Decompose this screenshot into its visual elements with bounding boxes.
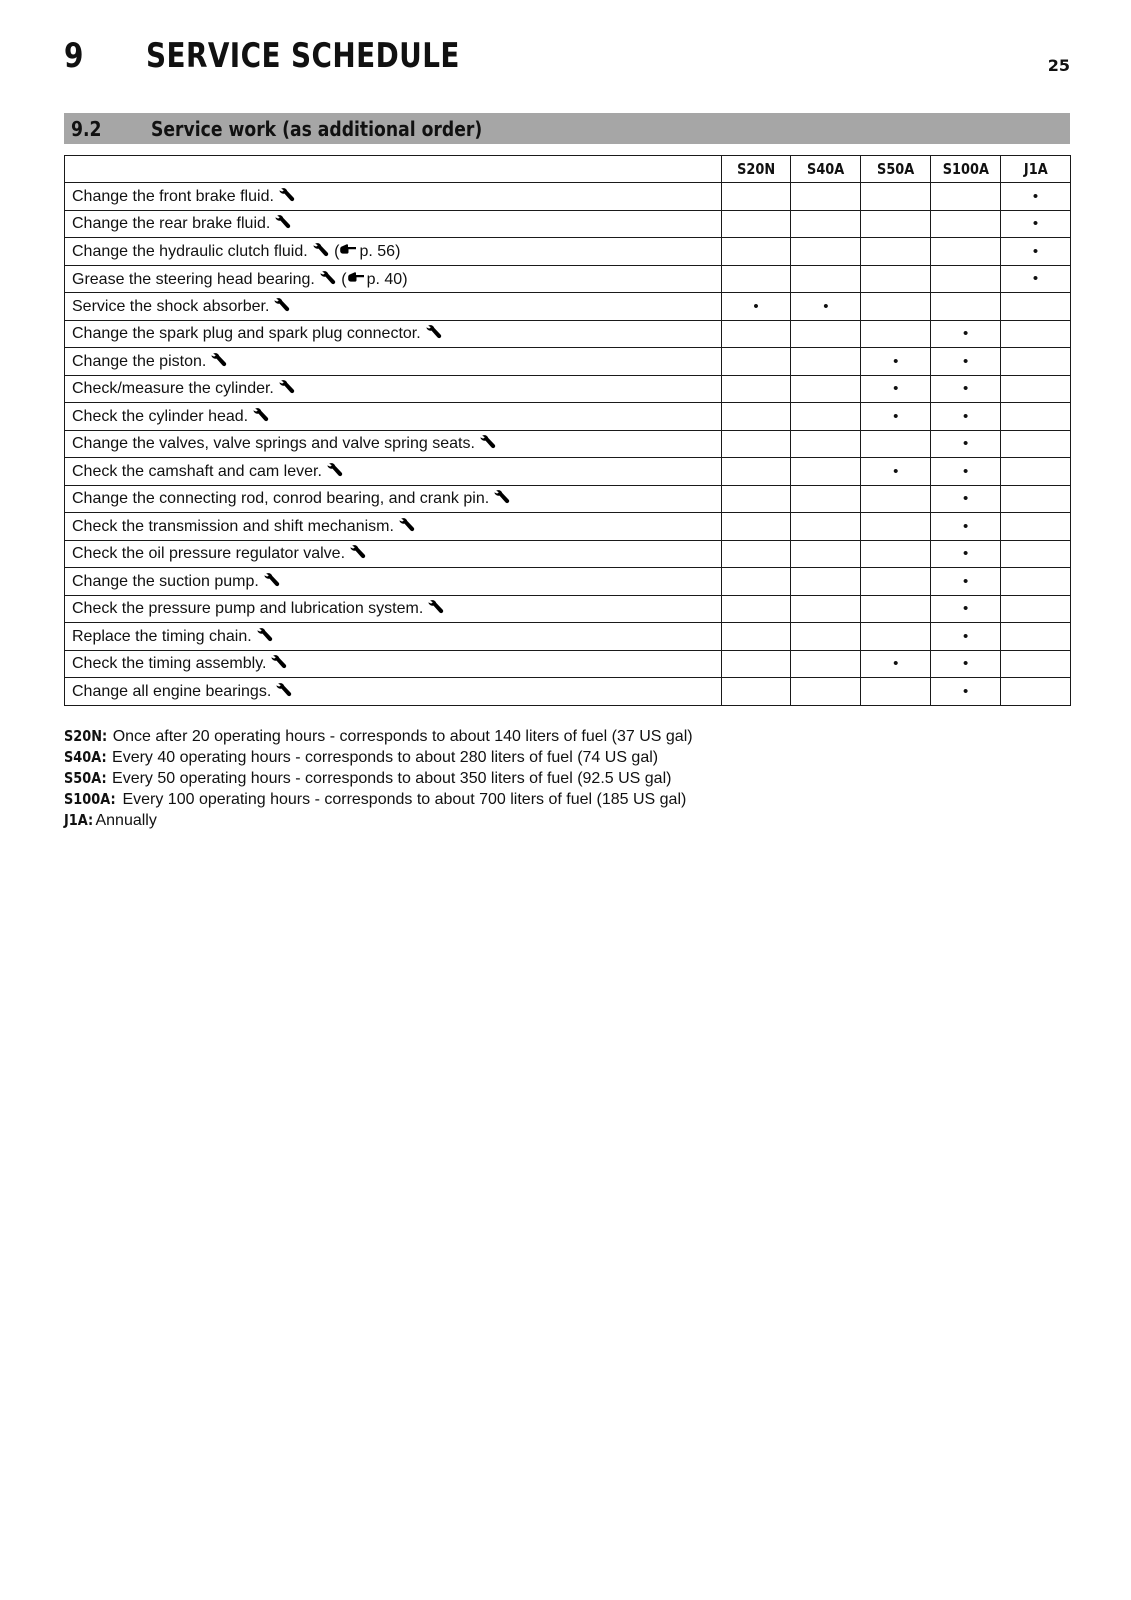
bullet-mark: • <box>963 462 969 480</box>
interval-cell-j1a <box>1001 568 1071 596</box>
wrench-icon <box>210 352 228 368</box>
task-cell <box>65 595 722 623</box>
interval-cell-s50a <box>861 265 931 293</box>
task-label: Change the connecting rod, conrod bearing, and crank pin. <box>72 490 490 508</box>
pointing-hand-icon <box>348 269 364 279</box>
legend-text: Every 100 operating hours - corresponds to about 700 liters of fuel (185 US gal) <box>122 791 687 808</box>
column-header <box>721 156 791 183</box>
wrench-icon <box>312 242 330 258</box>
interval-cell-s40a <box>791 348 861 376</box>
task-label: Check the oil pressure regulator valve. <box>72 545 346 563</box>
interval-cell-s40a <box>791 265 861 293</box>
interval-cell-s40a <box>791 430 861 458</box>
service-schedule-table <box>64 155 1071 706</box>
wrench-icon <box>319 270 337 286</box>
legend-code: S100A: <box>64 790 116 808</box>
interval-cell-s20n <box>721 623 791 651</box>
table-body <box>65 183 1071 706</box>
interval-cell-s20n <box>721 568 791 596</box>
interval-cell-j1a <box>1001 375 1071 403</box>
task-cell <box>65 293 722 321</box>
interval-cell-s20n <box>721 650 791 678</box>
task-cell <box>65 568 722 596</box>
interval-cell-j1a <box>1001 293 1071 321</box>
wrench-icon <box>278 187 296 203</box>
wrench-icon <box>479 434 497 450</box>
legend-code: J1A: <box>64 811 94 829</box>
interval-cell-j1a <box>1001 623 1071 651</box>
bullet-mark: • <box>1032 187 1039 205</box>
task-label: Check the timing assembly. <box>72 655 267 673</box>
bullet-mark: • <box>963 490 969 508</box>
interval-legend <box>64 726 1070 831</box>
table-row <box>65 320 1071 348</box>
bullet-mark: • <box>893 655 899 673</box>
table-row <box>65 265 1071 293</box>
interval-cell-s100a <box>931 568 1001 596</box>
interval-cell-j1a <box>1001 238 1071 266</box>
table-row <box>65 650 1071 678</box>
wrench-icon <box>425 324 443 340</box>
task-cell <box>65 430 722 458</box>
task-label: Change the front brake fluid. <box>72 187 274 205</box>
bullet-mark: • <box>963 627 969 645</box>
table-row <box>65 458 1071 486</box>
legend-line <box>64 747 1070 768</box>
table-row <box>65 568 1071 596</box>
bullet-mark: • <box>1032 215 1039 233</box>
task-label: Check the transmission and shift mechanism. <box>72 517 394 535</box>
bullet-mark: • <box>963 380 969 398</box>
table-row <box>65 430 1071 458</box>
bullet-mark: • <box>893 462 899 480</box>
task-label: Service the shock absorber. <box>72 297 270 315</box>
interval-cell-s50a <box>861 458 931 486</box>
wrench-icon <box>263 572 281 588</box>
task-cell <box>65 678 722 706</box>
interval-cell-s40a <box>791 320 861 348</box>
interval-cell-s20n <box>721 293 791 321</box>
task-cell <box>65 265 722 293</box>
task-label: Change all engine bearings. <box>72 682 272 700</box>
bullet-mark: • <box>963 600 969 618</box>
task-label: Change the valves, valve springs and valve spring seats. <box>72 435 475 453</box>
bullet-mark: • <box>753 297 759 315</box>
interval-cell-j1a <box>1001 183 1071 211</box>
interval-cell-s50a <box>861 595 931 623</box>
interval-cell-s20n <box>721 458 791 486</box>
task-cell <box>65 320 722 348</box>
interval-cell-s50a <box>861 210 931 238</box>
legend-text: Once after 20 operating hours - corresponds to about 140 liters of fuel (37 US gal) <box>112 728 693 745</box>
task-label: Check the cylinder head. <box>72 407 249 425</box>
interval-cell-s50a <box>861 678 931 706</box>
page-reference[interactable]: ( p. 40) <box>336 270 408 288</box>
section-heading-bar <box>64 113 1070 144</box>
interval-cell-s50a <box>861 238 931 266</box>
interval-cell-s20n <box>721 513 791 541</box>
wrench-icon <box>427 599 445 615</box>
legend-code: S20N: <box>64 727 108 745</box>
chapter-header <box>64 36 1070 86</box>
page-reference-label: p. 56 <box>359 243 396 261</box>
interval-cell-s40a <box>791 623 861 651</box>
page-reference[interactable]: ( p. 56) <box>329 243 401 261</box>
bullet-mark: • <box>963 352 969 370</box>
wrench-icon <box>275 682 293 698</box>
interval-cell-s50a <box>861 623 931 651</box>
legend-text: Annually <box>95 812 157 829</box>
bullet-mark: • <box>963 682 969 700</box>
interval-cell-s100a <box>931 320 1001 348</box>
bullet-mark: • <box>963 407 969 425</box>
task-cell <box>65 650 722 678</box>
chapter-number: 9 <box>64 36 84 76</box>
wrench-icon <box>493 489 511 505</box>
wrench-icon <box>326 462 344 478</box>
interval-cell-s20n <box>721 183 791 211</box>
bullet-mark: • <box>1032 270 1039 288</box>
column-header-label: S50A <box>877 160 915 178</box>
interval-cell-s40a <box>791 595 861 623</box>
interval-cell-s40a <box>791 513 861 541</box>
bullet-mark: • <box>893 380 899 398</box>
task-label: Change the piston. <box>72 352 207 370</box>
interval-cell-s20n <box>721 375 791 403</box>
column-header-label: S20N <box>737 160 776 178</box>
interval-cell-j1a <box>1001 458 1071 486</box>
table-row <box>65 183 1071 211</box>
interval-cell-s20n <box>721 540 791 568</box>
legend-text: Every 50 operating hours - corresponds to about 350 liters of fuel (92.5 US gal) <box>112 770 672 787</box>
wrench-icon <box>274 214 292 230</box>
interval-cell-s40a <box>791 293 861 321</box>
interval-cell-s100a <box>931 348 1001 376</box>
task-cell <box>65 375 722 403</box>
interval-cell-s50a <box>861 293 931 321</box>
pointing-hand-icon <box>340 241 356 251</box>
bullet-mark: • <box>1032 242 1039 260</box>
interval-cell-s40a <box>791 650 861 678</box>
interval-cell-j1a <box>1001 348 1071 376</box>
task-cell <box>65 540 722 568</box>
interval-cell-s100a <box>931 265 1001 293</box>
interval-cell-s50a <box>861 183 931 211</box>
task-cell <box>65 458 722 486</box>
interval-cell-s20n <box>721 678 791 706</box>
interval-cell-s40a <box>791 678 861 706</box>
interval-cell-j1a <box>1001 265 1071 293</box>
table-row <box>65 293 1071 321</box>
legend-text: Every 40 operating hours - corresponds to about 280 liters of fuel (74 US gal) <box>112 749 659 766</box>
legend-line <box>64 810 1070 831</box>
interval-cell-s40a <box>791 540 861 568</box>
bullet-mark: • <box>823 297 829 315</box>
interval-cell-j1a <box>1001 540 1071 568</box>
legend-line <box>64 726 1070 747</box>
page-number: 25 <box>1047 56 1070 75</box>
task-label: Check the pressure pump and lubrication system. <box>72 600 424 618</box>
interval-cell-s20n <box>721 403 791 431</box>
column-header <box>931 156 1001 183</box>
interval-cell-s40a <box>791 210 861 238</box>
chapter-title: SERVICE SCHEDULE <box>146 36 460 76</box>
table-row <box>65 595 1071 623</box>
section-number: 9.2 <box>71 117 102 141</box>
bullet-mark: • <box>963 435 969 453</box>
task-label: Replace the timing chain. <box>72 627 252 645</box>
task-cell <box>65 485 722 513</box>
interval-cell-s50a <box>861 348 931 376</box>
column-header-label: S100A <box>942 160 989 178</box>
interval-cell-s40a <box>791 568 861 596</box>
interval-cell-s40a <box>791 458 861 486</box>
interval-cell-s20n <box>721 238 791 266</box>
interval-cell-s20n <box>721 210 791 238</box>
interval-cell-s100a <box>931 678 1001 706</box>
interval-cell-s20n <box>721 348 791 376</box>
interval-cell-s20n <box>721 595 791 623</box>
wrench-icon <box>256 627 274 643</box>
interval-cell-s40a <box>791 183 861 211</box>
table-row <box>65 485 1071 513</box>
task-label: Change the spark plug and spark plug connector. <box>72 325 421 343</box>
task-cell <box>65 348 722 376</box>
wrench-icon <box>398 517 416 533</box>
legend-code: S40A: <box>64 748 107 766</box>
interval-cell-s40a <box>791 375 861 403</box>
interval-cell-s50a <box>861 650 931 678</box>
interval-cell-s100a <box>931 650 1001 678</box>
interval-cell-s40a <box>791 238 861 266</box>
legend-code: S50A: <box>64 769 107 787</box>
task-cell <box>65 513 722 541</box>
wrench-icon <box>278 379 296 395</box>
table-row <box>65 375 1071 403</box>
column-header <box>1001 156 1071 183</box>
legend-line <box>64 789 1070 810</box>
interval-cell-s100a <box>931 430 1001 458</box>
table-row <box>65 540 1071 568</box>
interval-cell-s50a <box>861 568 931 596</box>
interval-cell-s100a <box>931 485 1001 513</box>
bullet-mark: • <box>963 325 969 343</box>
task-label: Grease the steering head bearing. <box>72 270 315 288</box>
interval-cell-j1a <box>1001 595 1071 623</box>
interval-cell-s100a <box>931 513 1001 541</box>
interval-cell-s50a <box>861 540 931 568</box>
wrench-icon <box>349 544 367 560</box>
interval-cell-s50a <box>861 375 931 403</box>
column-header <box>791 156 861 183</box>
table-header-row <box>65 156 1071 183</box>
task-column-header <box>65 156 722 183</box>
column-header-label: J1A <box>1023 160 1048 178</box>
interval-cell-s100a <box>931 623 1001 651</box>
interval-cell-s20n <box>721 485 791 513</box>
task-cell <box>65 238 722 266</box>
task-label: Check the camshaft and cam lever. <box>72 462 322 480</box>
interval-cell-s20n <box>721 265 791 293</box>
page-reference-label: p. 40 <box>366 270 403 288</box>
table-row <box>65 238 1071 266</box>
section-title: Service work (as additional order) <box>151 117 483 141</box>
table-row <box>65 403 1071 431</box>
interval-cell-j1a <box>1001 403 1071 431</box>
task-label: Check/measure the cylinder. <box>72 380 274 398</box>
wrench-icon <box>273 297 291 313</box>
column-header-label: S40A <box>807 160 845 178</box>
interval-cell-s100a <box>931 293 1001 321</box>
interval-cell-j1a <box>1001 430 1071 458</box>
wrench-icon <box>252 407 270 423</box>
table-row <box>65 210 1071 238</box>
interval-cell-j1a <box>1001 210 1071 238</box>
interval-cell-s40a <box>791 485 861 513</box>
interval-cell-j1a <box>1001 320 1071 348</box>
interval-cell-s20n <box>721 430 791 458</box>
task-label: Change the hydraulic clutch fluid. <box>72 243 308 261</box>
task-label: Change the rear brake fluid. <box>72 215 271 233</box>
interval-cell-j1a <box>1001 678 1071 706</box>
bullet-mark: • <box>963 655 969 673</box>
interval-cell-s100a <box>931 595 1001 623</box>
bullet-mark: • <box>963 572 969 590</box>
interval-cell-s100a <box>931 210 1001 238</box>
interval-cell-s100a <box>931 540 1001 568</box>
interval-cell-s50a <box>861 320 931 348</box>
task-cell <box>65 403 722 431</box>
interval-cell-j1a <box>1001 485 1071 513</box>
bullet-mark: • <box>963 545 969 563</box>
interval-cell-j1a <box>1001 650 1071 678</box>
interval-cell-s100a <box>931 375 1001 403</box>
interval-cell-s50a <box>861 430 931 458</box>
interval-cell-s100a <box>931 403 1001 431</box>
interval-cell-j1a <box>1001 513 1071 541</box>
task-cell <box>65 183 722 211</box>
bullet-mark: • <box>963 517 969 535</box>
table-row <box>65 678 1071 706</box>
table-row <box>65 513 1071 541</box>
interval-cell-s50a <box>861 403 931 431</box>
interval-cell-s40a <box>791 403 861 431</box>
bullet-mark: • <box>893 407 899 425</box>
legend-line <box>64 768 1070 789</box>
interval-cell-s100a <box>931 458 1001 486</box>
table-row <box>65 623 1071 651</box>
column-header <box>861 156 931 183</box>
interval-cell-s50a <box>861 513 931 541</box>
interval-cell-s20n <box>721 320 791 348</box>
task-cell <box>65 210 722 238</box>
bullet-mark: • <box>893 352 899 370</box>
task-label: Change the suction pump. <box>72 572 259 590</box>
task-cell <box>65 623 722 651</box>
interval-cell-s50a <box>861 485 931 513</box>
interval-cell-s100a <box>931 183 1001 211</box>
wrench-icon <box>270 654 288 670</box>
table-row <box>65 348 1071 376</box>
interval-cell-s100a <box>931 238 1001 266</box>
